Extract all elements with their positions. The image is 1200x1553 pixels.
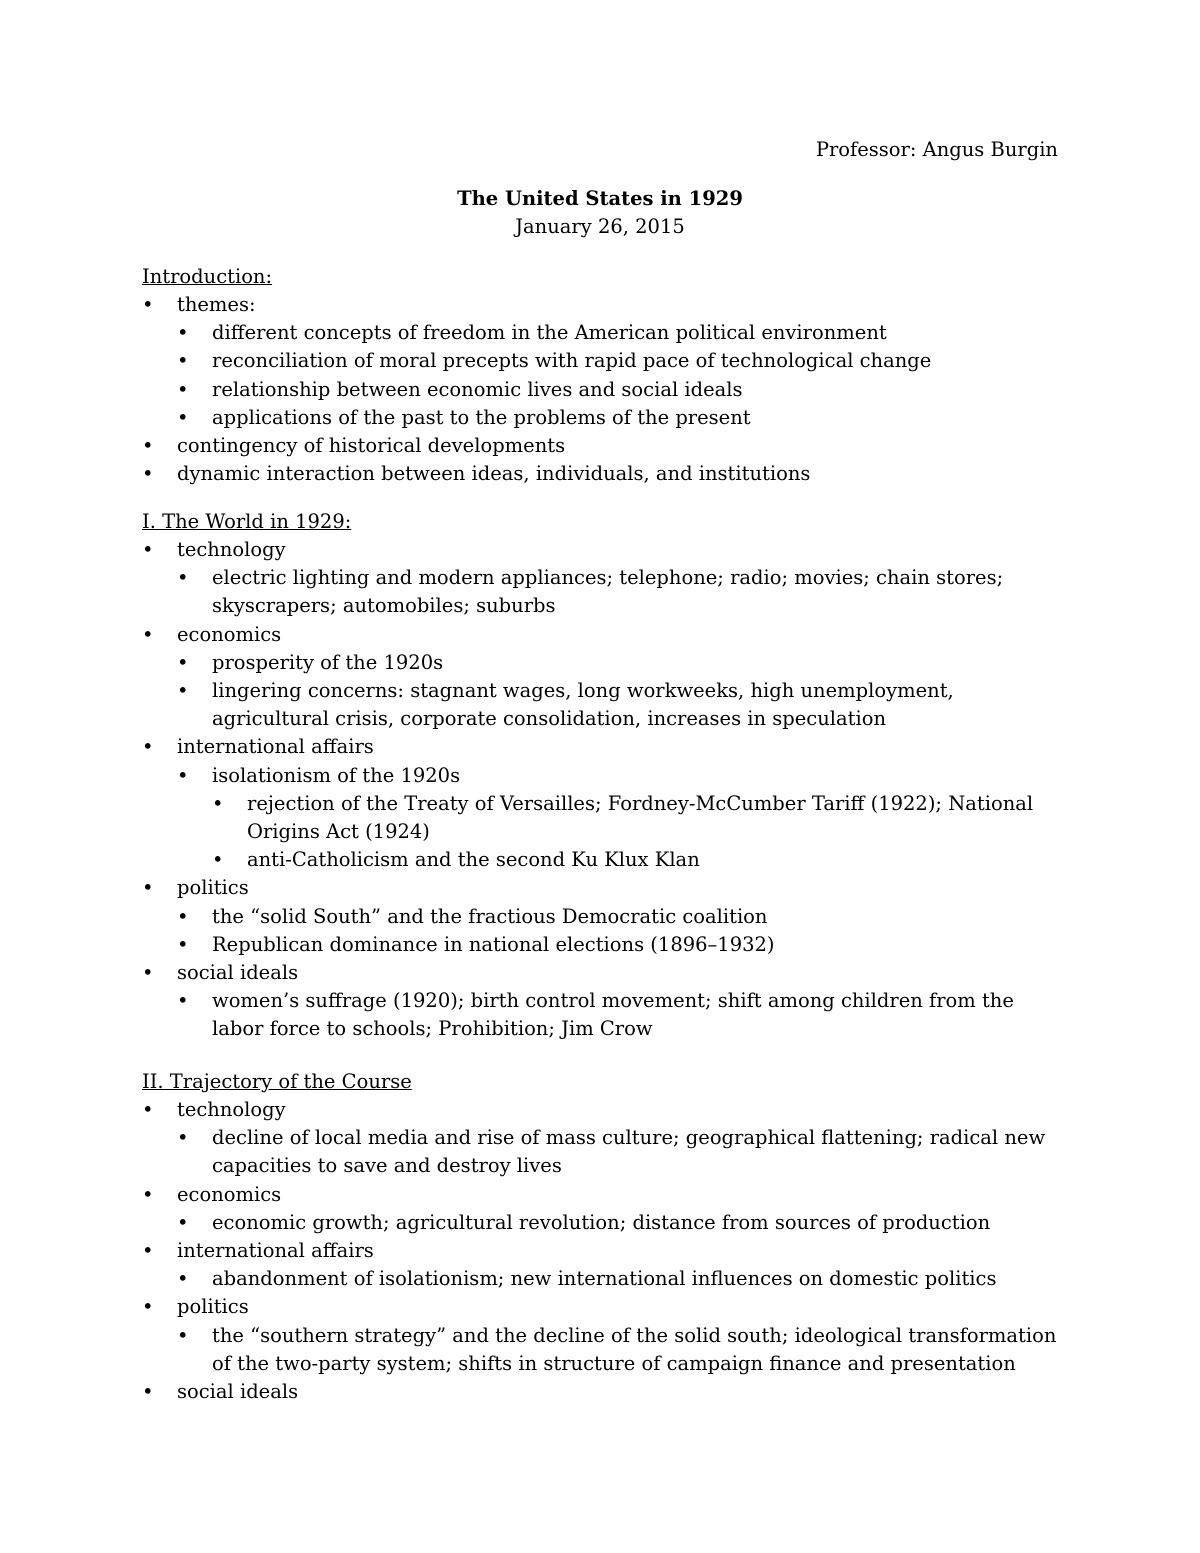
section-trajectory (142, 1068, 1082, 1406)
bullet-list (142, 536, 1082, 1044)
list-item: • dynamic interaction between ideas, individuals, and institutions (142, 460, 1082, 488)
list-item: • politics • the “southern strategy” and the decline of the solid south; ideological transformation of the two-party system; shifts in structure of campaign finance and presentation (142, 1293, 1082, 1378)
bullet-icon (142, 1378, 162, 1406)
bullet-icon (177, 564, 197, 592)
bullet-icon (177, 347, 197, 375)
bullet-icon (177, 1124, 197, 1152)
title-block (0, 185, 1200, 241)
bullet-icon (142, 1181, 162, 1209)
sub-bullet-list (177, 319, 1082, 432)
bullet-icon (142, 291, 162, 319)
sub-sub-bullet-list (212, 790, 1082, 875)
document-date: January 26, 2015 (515, 215, 685, 238)
sub-bullet-list (177, 987, 1082, 1043)
list-item: • economic growth; agricultural revolution; distance from sources of production (177, 1209, 1082, 1237)
sub-bullet-list (177, 1209, 1082, 1237)
bullet-icon (142, 536, 162, 564)
list-item: • international affairs • abandonment of isolationism; new international influences on domestic politics (142, 1237, 1082, 1293)
sub-bullet-list (177, 1124, 1082, 1180)
list-item: • Republican dominance in national elections (1896–1932) (177, 931, 1082, 959)
bullet-list (142, 291, 1082, 488)
list-item: • relationship between economic lives and social ideals (177, 376, 1082, 404)
bullet-icon (142, 621, 162, 649)
bullet-icon (177, 404, 197, 432)
bullet-icon (177, 931, 197, 959)
bullet-icon (177, 1209, 197, 1237)
list-item: • technology • electric lighting and modern appliances; telephone; radio; movies; chain stores; skyscrapers; automobiles; suburbs (142, 536, 1082, 621)
list-item: • social ideals (142, 1378, 1082, 1406)
document-title: The United States in 1929 (457, 187, 743, 210)
bullet-icon (142, 1096, 162, 1124)
sub-bullet-list (177, 564, 1082, 620)
bullet-icon (142, 432, 162, 460)
list-item: • themes: • different concepts of freedom in the American political environment • reconciliation of moral precepts with rapid pace of technological change • relationship between economic lives and social ideals • applications of the past to the problems of the present (142, 291, 1082, 432)
list-item: • decline of local media and rise of mass culture; geographical flattening; radical new capacities to save and destroy lives (177, 1124, 1082, 1180)
bullet-icon (142, 1237, 162, 1265)
list-item: • prosperity of the 1920s (177, 649, 1082, 677)
list-item: • economics • prosperity of the 1920s • lingering concerns: stagnant wages, long workweeks, high unemployment, agricultural crisis, corporate consolidation, increases in speculation (142, 621, 1082, 734)
list-item: • international affairs • isolationism of the 1920s • rejection of the Treaty of Versailles; Fordney-McCumber Tariff (1922); National Origins Act (1924) • anti-Catholicism and the second Ku Klux Klan (142, 733, 1082, 874)
bullet-icon (177, 1265, 197, 1293)
list-item: • the “solid South” and the fractious Democratic coalition (177, 903, 1082, 931)
bullet-icon (212, 846, 232, 874)
bullet-icon (142, 460, 162, 488)
bullet-icon (142, 733, 162, 761)
list-item: • women’s suffrage (1920); birth control movement; shift among children from the labor force to schools; Prohibition; Jim Crow (177, 987, 1082, 1043)
bullet-icon (177, 649, 197, 677)
bullet-icon (142, 959, 162, 987)
sub-bullet-list (177, 649, 1082, 734)
section-heading: II. Trajectory of the Course (142, 1070, 412, 1093)
list-item: • reconciliation of moral precepts with rapid pace of technological change (177, 347, 1082, 375)
bullet-icon (177, 376, 197, 404)
bullet-icon (142, 874, 162, 902)
section-world-in-1929 (142, 508, 1082, 1044)
section-heading: I. The World in 1929: (142, 510, 352, 533)
bullet-icon (177, 1322, 197, 1350)
list-item: • abandonment of isolationism; new international influences on domestic politics (177, 1265, 1082, 1293)
list-item: • politics • the “solid South” and the fractious Democratic coalition • Republican dominance in national elections (1896–1932) (142, 874, 1082, 959)
sub-bullet-list (177, 762, 1082, 875)
list-item: • isolationism of the 1920s • rejection of the Treaty of Versailles; Fordney-McCumber Tariff (1922); National Origins Act (1924) • anti-Catholicism and the second Ku Klux Klan (177, 762, 1082, 875)
bullet-icon (177, 677, 197, 705)
sub-bullet-list (177, 1265, 1082, 1293)
list-item: • rejection of the Treaty of Versailles; Fordney-McCumber Tariff (1922); National Origins Act (1924) (212, 790, 1082, 846)
list-item: • different concepts of freedom in the American political environment (177, 319, 1082, 347)
list-item: • lingering concerns: stagnant wages, long workweeks, high unemployment, agricultural crisis, corporate consolidation, increases in speculation (177, 677, 1082, 733)
list-item: • anti-Catholicism and the second Ku Klux Klan (212, 846, 1082, 874)
bullet-icon (142, 1293, 162, 1321)
bullet-icon (177, 903, 197, 931)
bullet-icon (212, 790, 232, 818)
list-item: • applications of the past to the problems of the present (177, 404, 1082, 432)
bullet-list (142, 1096, 1082, 1406)
list-item: • the “southern strategy” and the decline of the solid south; ideological transformation of the two-party system; shifts in structure of campaign finance and presentation (177, 1322, 1082, 1378)
bullet-icon (177, 762, 197, 790)
list-item: • social ideals • women’s suffrage (1920); birth control movement; shift among children from the labor force to schools; Prohibition; Jim Crow (142, 959, 1082, 1044)
bullet-icon (177, 987, 197, 1015)
list-item: • contingency of historical developments (142, 432, 1082, 460)
sub-bullet-list (177, 903, 1082, 959)
professor-line: Professor: Angus Burgin (815, 138, 1058, 161)
section-introduction (142, 263, 1082, 488)
sub-bullet-list (177, 1322, 1082, 1378)
list-item: • technology • decline of local media and rise of mass culture; geographical flattening; radical new capacities to save and destroy lives (142, 1096, 1082, 1181)
section-heading: Introduction: (142, 265, 273, 288)
bullet-icon (177, 319, 197, 347)
list-item: • economics • economic growth; agricultural revolution; distance from sources of production (142, 1181, 1082, 1237)
list-item: • electric lighting and modern appliances; telephone; radio; movies; chain stores; skyscrapers; automobiles; suburbs (177, 564, 1082, 620)
